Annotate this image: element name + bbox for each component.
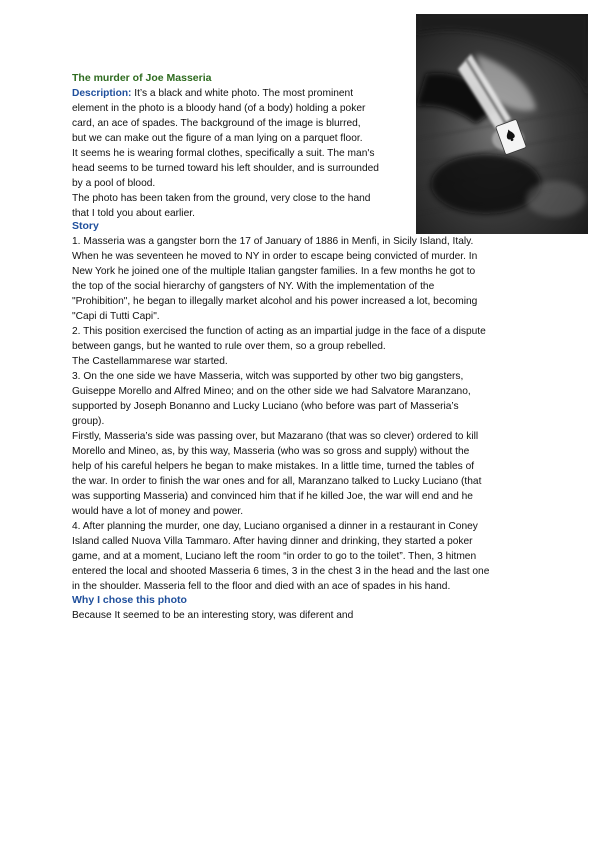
story-line: supported by Joseph Bonanno and Lucky Luciano (who before was part of Masseria’s: [72, 401, 459, 412]
photo-illustration: [416, 14, 588, 234]
story-line: in the shoulder. Masseria fell to the floor and died with an ace of spades in his hand.: [72, 581, 451, 592]
story-line: would have a lot of money and power.: [72, 506, 244, 517]
description-line: It seems he is wearing formal clothes, specifically a suit. The man's: [72, 148, 375, 159]
story-line: the war. In order to finish the war ones and for all, Maranzano talked to Lucky Luciano (that: [72, 476, 482, 487]
description-block: [72, 86, 379, 221]
document-title: The murder of Joe Masseria: [72, 72, 212, 84]
story-line: New York he joined one of the multiple Italian gangster families. In a few months he got to: [72, 266, 476, 277]
story-line: 1. Masseria was a gangster born the 17 of January of 1886 in Menfi, in Sicily Island, Italy.: [72, 236, 474, 247]
masseria-photo: [416, 14, 588, 234]
description-line-text: It’s a black and white photo. The most prominent: [131, 88, 354, 99]
description-label: Description:: [72, 88, 132, 99]
story-line: 2. This position exercised the function of acting as an impartial judge in the face of a dispute: [72, 326, 486, 337]
story-line: Guiseppe Morello and Alfred Mineo; and on the other side we had Salvatore Maranzano,: [72, 386, 471, 397]
why-heading: Why I chose this photo: [72, 594, 187, 606]
story-line: the top of the social hierarchy of gangsters of NY. With the implementation of the: [72, 281, 435, 292]
description-line: but we can make out the figure of a man lying on a parquet floor.: [72, 133, 363, 144]
story-line: When he was seventeen he moved to NY in order to escape being convicted of murder. In: [72, 251, 478, 262]
story-line: Firstly, Masseria’s side was passing over, but Mazarano (that was so clever) ordered to kill: [72, 431, 479, 442]
story-line: group).: [72, 416, 105, 427]
description-line: [72, 86, 379, 101]
description-line: head seems to be turned toward his left shoulder, and is surrounded: [72, 163, 379, 174]
story-line: entered the local and shooted Masseria 6 times, 3 in the chest 3 in the head and the last one: [72, 566, 490, 577]
story-line: Island called Nuova Villa Tammaro. After having dinner and drinking, they started a poker: [72, 536, 473, 547]
story-block: [72, 234, 489, 594]
story-line: 4. After planning the murder, one day, Luciano organised a dinner in a restaurant in Coney: [72, 521, 478, 532]
story-line: between gangs, but he wanted to rule over them, so a group rebelled.: [72, 341, 386, 352]
description-line: The photo has been taken from the ground, very close to the hand: [72, 193, 371, 204]
story-line: The Castellammarese war started.: [72, 356, 228, 367]
description-line: by a pool of blood.: [72, 178, 156, 189]
story-heading: Story: [72, 220, 99, 232]
story-line: was supporting Masseria) and convinced him that if he killed Joe, the war will end and he: [72, 491, 473, 502]
story-line: "Capi di Tutti Capi".: [72, 311, 160, 322]
why-block: [72, 608, 353, 623]
description-line: card, an ace of spades. The background of the image is blurred,: [72, 118, 361, 129]
why-line: Because It seemed to be an interesting story, was diferent and: [72, 610, 354, 621]
story-line: game, and at a moment, Luciano left the room “in order to go to the toilet”. Then, 3 hitmen: [72, 551, 477, 562]
story-line: help of his careful helpers he began to make mistakes. In a little time, turned the tables of: [72, 461, 475, 472]
story-line: Morello and Mineo, as, by this way, Masseria (who was so gross and supply) without the: [72, 446, 470, 457]
description-line: that I told you about earlier.: [72, 208, 195, 219]
story-line: 3. On the one side we have Masseria, witch was supported by other two big gangsters,: [72, 371, 464, 382]
story-line: "Prohibition", he began to illegally market alcohol and his power increased a lot, becoming: [72, 296, 478, 307]
description-line: element in the photo is a bloody hand (of a body) holding a poker: [72, 103, 366, 114]
